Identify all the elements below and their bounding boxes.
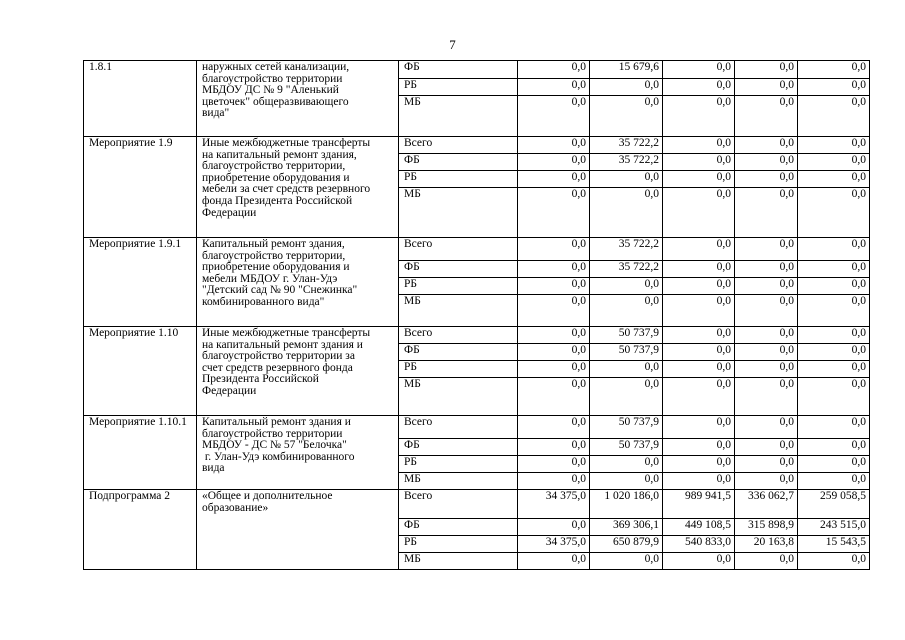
amount-cell: 0,0: [590, 171, 663, 188]
amount-cell: 0,0: [798, 327, 870, 344]
amount-cell: 50 737,9: [590, 416, 663, 439]
amount-cell: 315 898,9: [735, 519, 798, 536]
measure-name-line: г. Улан-Удэ комбинированного: [202, 450, 355, 463]
funding-source: ФБ: [399, 344, 518, 361]
amount-cell: 50 737,9: [590, 344, 663, 361]
measure-name-line: благоустройство территории за: [202, 350, 355, 363]
amount-cell: 0,0: [518, 361, 590, 378]
amount-cell: 0,0: [798, 238, 870, 261]
funding-source: Всего: [399, 416, 518, 439]
amount-cell: 0,0: [518, 79, 590, 96]
measure-name-line: Капитальный ремонт здания,: [202, 238, 345, 250]
amount-cell: 0,0: [663, 327, 735, 344]
amount-cell: 0,0: [663, 188, 735, 238]
amount-cell: 0,0: [590, 79, 663, 96]
amount-cell: 0,0: [798, 154, 870, 171]
amount-cell: 0,0: [798, 439, 870, 456]
amount-cell: 0,0: [663, 261, 735, 278]
amount-cell: 0,0: [518, 171, 590, 188]
table-row: [84, 490, 870, 519]
funding-source: Всего: [399, 490, 518, 519]
amount-cell: 35 722,2: [590, 137, 663, 154]
funding-source: ФБ: [399, 61, 518, 79]
funding-source: ФБ: [399, 439, 518, 456]
amount-cell: 0,0: [663, 137, 735, 154]
amount-cell: 0,0: [798, 188, 870, 238]
amount-cell: 0,0: [735, 295, 798, 327]
amount-cell: 0,0: [663, 553, 735, 570]
measure-name: [197, 327, 399, 416]
measure-name-line: МБДОУ - ДС № 57 "Белочка": [202, 439, 347, 452]
table-row: [84, 137, 870, 154]
amount-cell: 0,0: [663, 61, 735, 79]
amount-cell: 0,0: [518, 378, 590, 416]
measure-name-line: вида: [202, 462, 225, 475]
amount-cell: 0,0: [798, 137, 870, 154]
amount-cell: 0,0: [590, 473, 663, 490]
amount-cell: 369 306,1: [590, 519, 663, 536]
funding-source: ФБ: [399, 261, 518, 278]
amount-cell: 1 020 186,0: [590, 490, 663, 519]
amount-cell: 15 679,6: [590, 61, 663, 79]
funding-source: РБ: [399, 361, 518, 378]
amount-cell: 0,0: [590, 361, 663, 378]
measure-name-line: на капитальный ремонт здания и: [202, 338, 363, 351]
amount-cell: 0,0: [735, 188, 798, 238]
measure-name: [197, 416, 399, 490]
amount-cell: 336 062,7: [735, 490, 798, 519]
amount-cell: 34 375,0: [518, 490, 590, 519]
funding-source: ФБ: [399, 519, 518, 536]
measure-code: Мероприятие 1.9: [84, 137, 197, 238]
measure-name-line: Иные межбюджетные трансферты: [202, 137, 371, 149]
amount-cell: 0,0: [663, 456, 735, 473]
amount-cell: 0,0: [735, 327, 798, 344]
amount-cell: 50 737,9: [590, 327, 663, 344]
amount-cell: 0,0: [735, 96, 798, 137]
amount-cell: 0,0: [798, 261, 870, 278]
measure-code: 1.8.1: [84, 61, 197, 137]
amount-cell: 0,0: [735, 378, 798, 416]
measure-name-line: мебели за счет средств резервного: [202, 183, 371, 196]
amount-cell: 0,0: [518, 344, 590, 361]
measure-name-line: цветочек" общеразвивающего: [202, 95, 349, 108]
amount-cell: 0,0: [798, 378, 870, 416]
measure-name-line: счет средств резервного фонда: [202, 361, 353, 374]
measure-name-line: наружных сетей канализации,: [202, 61, 350, 73]
measure-name-line: "Детский сад № 90 "Снежинка": [202, 284, 358, 297]
amount-cell: 0,0: [663, 361, 735, 378]
amount-cell: 0,0: [590, 295, 663, 327]
funding-source: МБ: [399, 378, 518, 416]
amount-cell: 0,0: [735, 553, 798, 570]
funding-source: РБ: [399, 536, 518, 553]
amount-cell: 35 722,2: [590, 261, 663, 278]
measure-name-line: Капитальный ремонт здания и: [202, 416, 351, 428]
amount-cell: 0,0: [663, 79, 735, 96]
amount-cell: 0,0: [798, 295, 870, 327]
amount-cell: 34 375,0: [518, 536, 590, 553]
measure-name-line: Президента Российской: [202, 373, 319, 386]
funding-source: ФБ: [399, 154, 518, 171]
measure-name-line: Федерации: [202, 384, 257, 397]
amount-cell: 0,0: [518, 238, 590, 261]
measure-name-line: МБДОУ ДС № 9 "Аленький: [202, 84, 339, 97]
amount-cell: 0,0: [663, 278, 735, 295]
amount-cell: 0,0: [518, 439, 590, 456]
page-number: 7: [449, 37, 456, 52]
measure-name: [197, 137, 399, 238]
amount-cell: 0,0: [798, 344, 870, 361]
amount-cell: 0,0: [518, 188, 590, 238]
amount-cell: 0,0: [798, 416, 870, 439]
measure-code: Мероприятие 1.10.1: [84, 416, 197, 490]
amount-cell: 0,0: [735, 361, 798, 378]
amount-cell: 650 879,9: [590, 536, 663, 553]
amount-cell: 0,0: [518, 456, 590, 473]
amount-cell: 0,0: [518, 137, 590, 154]
measure-name: [197, 490, 399, 570]
measure-name-line: приобретение оборудования и: [202, 171, 350, 184]
amount-cell: 0,0: [663, 378, 735, 416]
amount-cell: 0,0: [663, 238, 735, 261]
amount-cell: 0,0: [518, 473, 590, 490]
amount-cell: 0,0: [798, 171, 870, 188]
amount-cell: 0,0: [518, 278, 590, 295]
measure-name-line: Федерации: [202, 206, 257, 219]
funding-source: МБ: [399, 553, 518, 570]
measure-code: Мероприятие 1.10: [84, 327, 197, 416]
amount-cell: 0,0: [735, 171, 798, 188]
amount-cell: 0,0: [798, 456, 870, 473]
amount-cell: 0,0: [518, 416, 590, 439]
measure-name-line: благоустройство территории: [202, 427, 343, 440]
amount-cell: 0,0: [798, 96, 870, 137]
amount-cell: 0,0: [735, 473, 798, 490]
measure-name-line: фонда Президента Российской: [202, 194, 353, 207]
amount-cell: 0,0: [735, 278, 798, 295]
amount-cell: 0,0: [590, 378, 663, 416]
amount-cell: 540 833,0: [663, 536, 735, 553]
amount-cell: 0,0: [735, 137, 798, 154]
table-row: [84, 416, 870, 439]
measure-name-line: образование»: [202, 501, 269, 514]
amount-cell: 0,0: [590, 553, 663, 570]
amount-cell: 0,0: [798, 61, 870, 79]
measure-name-line: благоустройство территории,: [202, 160, 346, 173]
measure-name-line: «Общее и дополнительное: [202, 490, 333, 502]
table-row: [84, 61, 870, 79]
amount-cell: 0,0: [590, 188, 663, 238]
amount-cell: 0,0: [798, 79, 870, 96]
amount-cell: 0,0: [663, 96, 735, 137]
amount-cell: 0,0: [518, 61, 590, 79]
amount-cell: 0,0: [590, 96, 663, 137]
funding-source: МБ: [399, 473, 518, 490]
amount-cell: 0,0: [518, 327, 590, 344]
amount-cell: 0,0: [518, 295, 590, 327]
amount-cell: 0,0: [663, 295, 735, 327]
funding-source: РБ: [399, 278, 518, 295]
table-row: [84, 327, 870, 344]
amount-cell: 0,0: [590, 278, 663, 295]
amount-cell: 0,0: [590, 456, 663, 473]
amount-cell: 0,0: [798, 361, 870, 378]
amount-cell: 0,0: [735, 238, 798, 261]
amount-cell: 0,0: [798, 473, 870, 490]
amount-cell: 0,0: [663, 154, 735, 171]
amount-cell: 0,0: [735, 79, 798, 96]
funding-source: РБ: [399, 171, 518, 188]
amount-cell: 259 058,5: [798, 490, 870, 519]
measure-name-line: благоустройство территории,: [202, 249, 346, 262]
amount-cell: 0,0: [518, 519, 590, 536]
amount-cell: 0,0: [735, 61, 798, 79]
amount-cell: 15 543,5: [798, 536, 870, 553]
amount-cell: 0,0: [735, 344, 798, 361]
amount-cell: 0,0: [518, 553, 590, 570]
measure-name-line: вида": [202, 107, 230, 120]
funding-source: РБ: [399, 456, 518, 473]
measure-name-line: Иные межбюджетные трансферты: [202, 327, 371, 339]
budget-table: [83, 60, 870, 570]
measure-code: Мероприятие 1.9.1: [84, 238, 197, 327]
measure-name-line: благоустройство территории: [202, 72, 343, 85]
amount-cell: 35 722,2: [590, 238, 663, 261]
amount-cell: 50 737,9: [590, 439, 663, 456]
budget-table-body: [84, 61, 870, 570]
amount-cell: 0,0: [518, 261, 590, 278]
measure-name-line: комбинированного вида": [202, 295, 325, 308]
amount-cell: 0,0: [735, 416, 798, 439]
measure-code: Подпрограмма 2: [84, 490, 197, 570]
measure-name-line: приобретение оборудования и: [202, 261, 350, 274]
measure-name: [197, 238, 399, 327]
funding-source: РБ: [399, 79, 518, 96]
funding-source: МБ: [399, 295, 518, 327]
table-row: [84, 238, 870, 261]
amount-cell: 0,0: [735, 154, 798, 171]
amount-cell: 0,0: [798, 553, 870, 570]
measure-name: [197, 61, 399, 137]
amount-cell: 989 941,5: [663, 490, 735, 519]
funding-source: Всего: [399, 238, 518, 261]
amount-cell: 0,0: [798, 278, 870, 295]
funding-source: МБ: [399, 96, 518, 137]
amount-cell: 0,0: [663, 344, 735, 361]
amount-cell: 449 108,5: [663, 519, 735, 536]
amount-cell: 0,0: [663, 439, 735, 456]
amount-cell: 0,0: [663, 416, 735, 439]
amount-cell: 0,0: [735, 456, 798, 473]
amount-cell: 0,0: [663, 473, 735, 490]
funding-source: МБ: [399, 188, 518, 238]
amount-cell: 0,0: [663, 171, 735, 188]
amount-cell: 0,0: [735, 439, 798, 456]
amount-cell: 0,0: [735, 261, 798, 278]
amount-cell: 35 722,2: [590, 154, 663, 171]
amount-cell: 20 163,8: [735, 536, 798, 553]
amount-cell: 0,0: [518, 96, 590, 137]
amount-cell: 0,0: [518, 154, 590, 171]
measure-name-line: мебели МБДОУ г. Улан-Удэ: [202, 272, 338, 285]
funding-source: Всего: [399, 327, 518, 344]
funding-source: Всего: [399, 137, 518, 154]
amount-cell: 243 515,0: [798, 519, 870, 536]
measure-name-line: на капитальный ремонт здания,: [202, 148, 357, 161]
